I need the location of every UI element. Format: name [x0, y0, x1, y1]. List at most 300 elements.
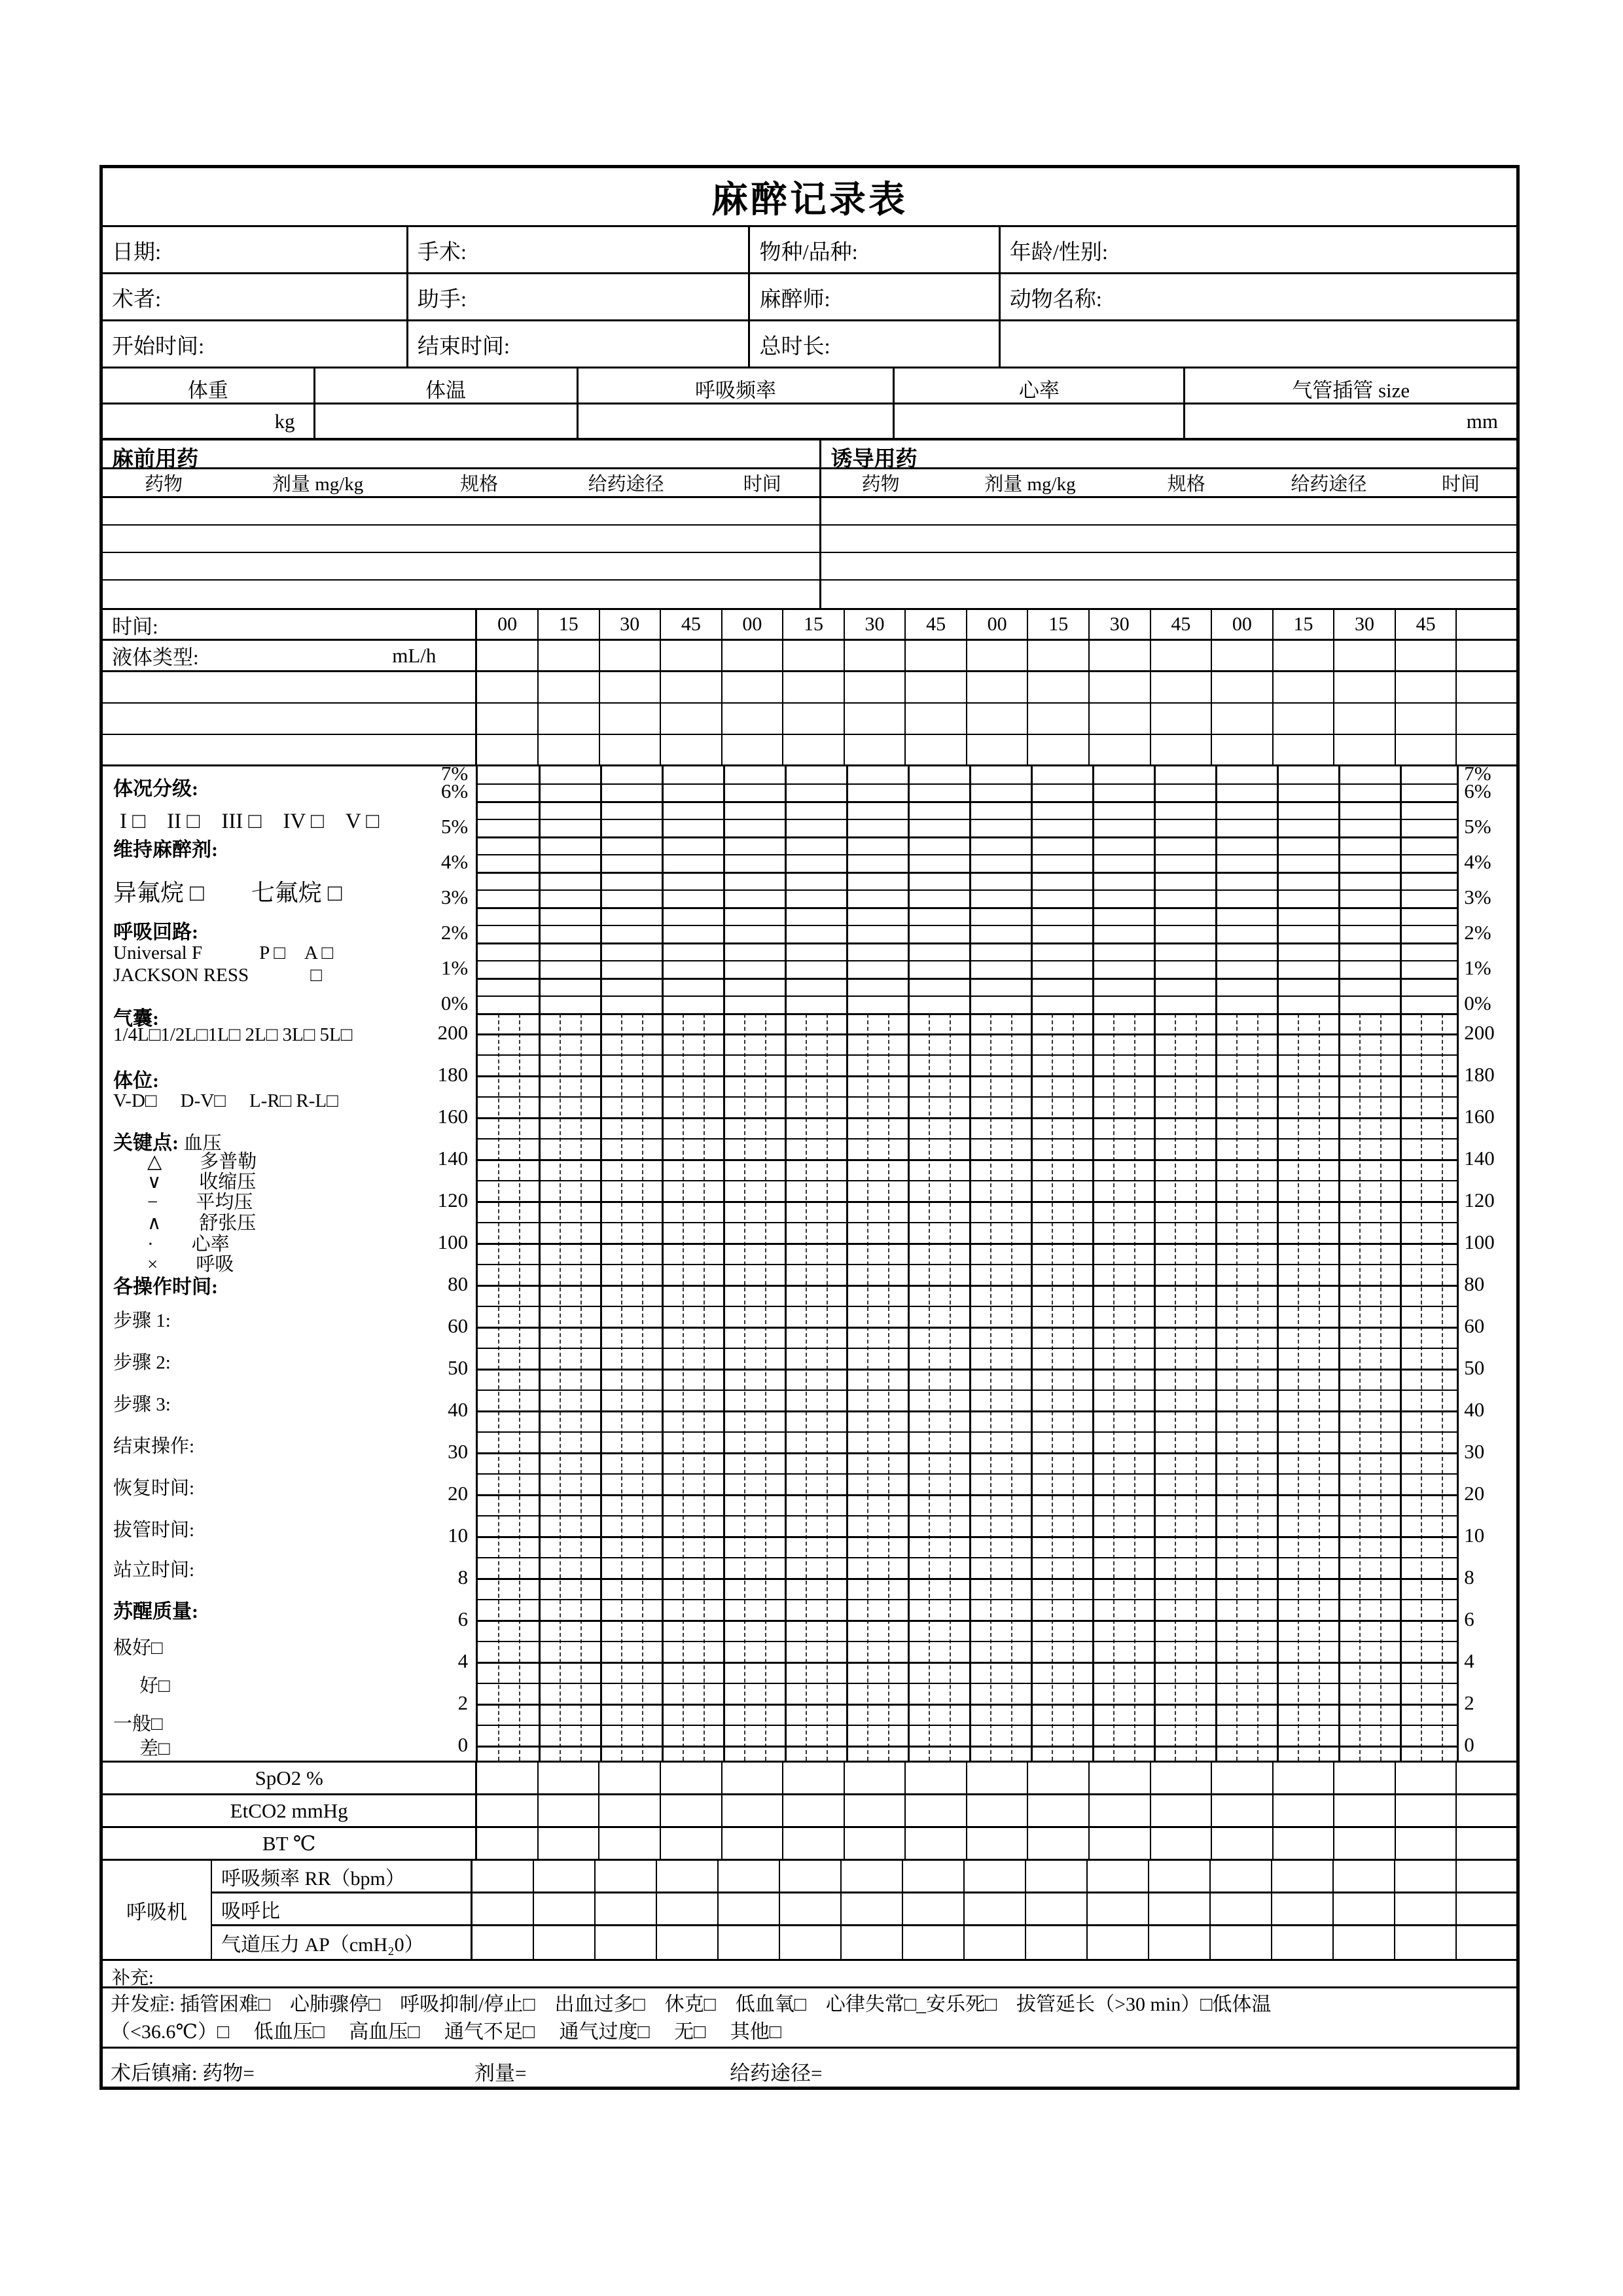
drug-entry-row	[821, 553, 1516, 581]
fluid-grid-cell	[1396, 672, 1457, 702]
fluid-grid-cell	[600, 735, 662, 764]
ventilator-value-cell	[657, 1893, 719, 1924]
monitor-value-cell	[539, 1763, 600, 1793]
grid-hline	[478, 1033, 1457, 1035]
fluid-grid-cell	[1396, 735, 1457, 764]
grid-hline	[478, 1306, 1457, 1307]
monitor-value-cell	[539, 1828, 600, 1859]
poor-checkbox: 差□	[139, 1738, 170, 1759]
grid-vline-dashed	[1319, 1014, 1320, 1761]
monitor-value-cell	[722, 1828, 784, 1859]
fluid-grid-cell	[477, 641, 539, 670]
ventilator-value-cell	[965, 1926, 1026, 1959]
diastolic-legend: ∧ 舒张压	[147, 1213, 257, 1234]
fluid-unit-label: mL/h	[392, 643, 437, 667]
left-number-label: 140	[437, 1147, 469, 1170]
temperature-header: 体温	[315, 368, 579, 403]
drug-column-header: 时间	[743, 474, 781, 495]
good-checkbox: 好□	[139, 1676, 170, 1696]
monitor-value-cell	[599, 1763, 661, 1793]
vitals-value-cell	[315, 404, 579, 438]
left-number-label: 6	[457, 1607, 469, 1630]
left-percent-label: 6%	[440, 780, 469, 802]
grid-hline	[478, 1494, 1457, 1496]
fluid-grid-cell	[1151, 641, 1213, 670]
chart-section	[103, 762, 1516, 1763]
monitor-value-cell	[722, 1763, 784, 1793]
ventilator-value-cell	[473, 1893, 534, 1924]
premedication-title: 麻前用药	[103, 440, 819, 469]
right-percent-label: 5%	[1464, 815, 1491, 838]
fluid-grid-cell	[783, 672, 845, 702]
left-number-label: 8	[457, 1566, 469, 1588]
grid-hline	[478, 1390, 1457, 1391]
time-tick-cell: 00	[477, 610, 539, 639]
ventilator-value-cell	[1149, 1861, 1211, 1892]
drug-column-header: 剂量 mg/kg	[984, 474, 1076, 495]
fluid-grid-cell	[539, 672, 600, 702]
breathing-circuit-label: 呼吸回路:	[113, 922, 198, 943]
left-number-label: 60	[448, 1314, 469, 1337]
fluid-grid-cell	[722, 641, 784, 670]
grid-hline	[478, 1620, 1457, 1622]
grid-hline	[478, 1536, 1457, 1538]
fluid-grid-cell	[661, 641, 722, 670]
left-number-label: 40	[448, 1398, 469, 1421]
right-number-label: 0	[1464, 1733, 1474, 1756]
ett-value-cell	[1185, 404, 1516, 438]
fluid-grid-cell	[783, 704, 845, 734]
monitor-value-cell	[906, 1828, 967, 1859]
drug-column-headers	[103, 469, 819, 498]
time-row-label: 时间:	[103, 610, 477, 639]
monitor-value-cell	[1457, 1795, 1516, 1826]
fluid-grid-cell	[783, 641, 845, 670]
fluid-grid-cell	[600, 672, 662, 702]
monitor-value-cell	[783, 1828, 845, 1859]
left-number-label: 20	[448, 1482, 469, 1505]
grid-hline	[478, 1452, 1457, 1454]
grid-vline-dashed	[621, 1014, 622, 1761]
grid-hline	[478, 1431, 1457, 1433]
complications-line-1: 并发症: 插管困难□ 心肺骤停□ 呼吸抑制/停止□ 出血过多□ 休克□ 低血氧□ 心律失常□_安乐死□ 拔管延长（>30 min）□低体温	[111, 1994, 1272, 2015]
left-number-label: 30	[448, 1440, 469, 1463]
ventilator-value-cell	[1395, 1926, 1457, 1959]
left-number-label: 2	[457, 1691, 469, 1714]
left-percent-label: 5%	[440, 815, 469, 838]
fluid-grid-cell	[477, 735, 539, 764]
drug-column-headers	[821, 469, 1516, 498]
time-tick-cell: 45	[1396, 610, 1457, 639]
right-number-label: 20	[1464, 1482, 1485, 1505]
surgeon-field: 术者:	[103, 274, 408, 319]
time-tick-cell: 15	[1028, 610, 1090, 639]
grid-hline	[478, 1243, 1457, 1245]
grid-hline	[478, 1369, 1457, 1371]
ventilator-value-cell	[719, 1926, 780, 1959]
complications-line-2: （<36.6℃）□ 低血压□ 高血压□ 通气不足□ 通气过度□ 无□ 其他□	[111, 2021, 781, 2043]
grid-hline	[478, 942, 1457, 944]
fluid-grid-cell	[845, 704, 906, 734]
grid-hline	[478, 978, 1457, 980]
ventilator-value-cell	[1026, 1893, 1088, 1924]
ventilator-value-cell	[842, 1926, 903, 1959]
grid-hline	[478, 1683, 1457, 1684]
fluid-grid-cell	[661, 672, 722, 702]
respiratory-rate-header: 呼吸频率	[579, 368, 895, 403]
fluid-grid-cell	[967, 735, 1029, 764]
keypoints-label-text: 关键点:	[113, 1132, 184, 1154]
fluid-grid-cell	[1090, 641, 1151, 670]
drug-column-header: 剂量 mg/kg	[272, 474, 364, 495]
fluid-grid-cell	[967, 672, 1029, 702]
monitor-rows	[103, 1763, 1516, 1861]
grid-vline-dashed	[1236, 1014, 1238, 1761]
ventilator-value-cell	[596, 1861, 657, 1892]
grid-hline	[478, 801, 1457, 803]
info-row-1	[103, 227, 1516, 274]
left-number-label: 200	[437, 1021, 469, 1044]
drug-entry-row	[103, 526, 819, 553]
ventilator-value-cell	[1211, 1893, 1272, 1924]
right-number-label: 8	[1464, 1566, 1474, 1588]
right-percent-label: 2%	[1464, 921, 1491, 944]
end-operation-label: 结束操作:	[113, 1436, 195, 1457]
right-percent-label: 0%	[1464, 992, 1491, 1014]
time-tick-cell	[1457, 610, 1516, 639]
monitor-value-cell	[967, 1763, 1029, 1793]
postop-analgesia-row	[103, 2049, 1516, 2087]
drug-column-header: 药物	[145, 474, 183, 495]
body-temp-row	[103, 1828, 1516, 1861]
grid-hline	[478, 960, 1457, 961]
monitor-value-cell	[1151, 1828, 1213, 1859]
left-number-label: 180	[437, 1063, 469, 1086]
ventilator-value-cell	[657, 1861, 719, 1892]
ventilator-value-cell	[1457, 1893, 1516, 1924]
fluid-grid-cell	[661, 704, 722, 734]
total-duration-field: 总时长:	[750, 321, 1000, 367]
monitor-value-cell	[1028, 1795, 1090, 1826]
ventilator-value-cell	[657, 1926, 719, 1959]
ventilator-value-cell	[780, 1926, 842, 1959]
spo2-row	[103, 1763, 1516, 1795]
right-number-label: 140	[1464, 1147, 1495, 1170]
left-percent-label: 7%	[440, 762, 469, 785]
ventilator-block	[103, 1861, 1516, 1961]
fluid-grid-cell	[1090, 672, 1151, 702]
fluid-grid-cell	[722, 735, 784, 764]
ventilator-value-cell	[473, 1861, 534, 1892]
monitor-value-cell	[477, 1763, 539, 1793]
monitor-value-cell	[1334, 1795, 1396, 1826]
grid-vline-dashed	[1052, 1014, 1053, 1761]
monitor-value-cell	[1151, 1763, 1213, 1793]
fluid-grid-cell	[1212, 641, 1274, 670]
spo2-row-label: SpO2 %	[103, 1763, 477, 1793]
right-number-label: 50	[1464, 1356, 1485, 1379]
monitor-value-cell	[906, 1763, 967, 1793]
postop-dose-field: 剂量=	[474, 2062, 527, 2085]
fluid-grid-cell	[600, 641, 662, 670]
grid-vline-dashed	[683, 1014, 684, 1761]
ventilator-value-cell	[1457, 1926, 1516, 1959]
recovery-time-label: 恢复时间:	[113, 1478, 195, 1499]
grid-hline	[478, 1201, 1457, 1203]
left-number-label: 4	[457, 1649, 469, 1672]
ie-ratio-row	[212, 1893, 1516, 1926]
grid-hline	[478, 1180, 1457, 1181]
fluid-grid-cell	[1151, 735, 1213, 764]
right-number-label: 2	[1464, 1691, 1474, 1714]
fluid-label-text: 液体类型:	[112, 646, 199, 669]
grid-hline	[478, 836, 1457, 838]
ventilator-value-cell	[965, 1861, 1026, 1892]
time-tick-cell: 30	[1090, 610, 1151, 639]
monitor-value-cell	[539, 1795, 600, 1826]
ventilator-value-cell	[534, 1861, 596, 1892]
ventilator-value-cell	[965, 1893, 1026, 1924]
fluid-grid-cell	[1028, 641, 1090, 670]
fluid-grid-cell	[1457, 672, 1516, 702]
monitor-value-cell	[1212, 1795, 1274, 1826]
grid-vline-dashed	[1175, 1014, 1176, 1761]
right-percent-label: 3%	[1464, 886, 1491, 908]
fluid-extra-row	[103, 672, 1516, 704]
operation-times-label: 各操作时间:	[113, 1276, 218, 1298]
ett-size-header: 气管插管 size	[1292, 379, 1410, 402]
induction-title: 诱导用药	[821, 440, 1516, 469]
etco2-row	[103, 1795, 1516, 1828]
time-tick-cell: 45	[906, 610, 967, 639]
left-percent-label: 1%	[440, 956, 469, 979]
grid-vline-dashed	[1113, 1014, 1115, 1761]
grid-hline	[478, 1222, 1457, 1223]
monitor-value-cell	[1090, 1763, 1151, 1793]
grid-vline-dashed	[990, 1014, 991, 1761]
ventilator-value-cell	[903, 1893, 965, 1924]
grid-hline	[478, 925, 1457, 926]
ventilator-rows	[212, 1861, 1516, 1959]
monitor-value-cell	[1151, 1795, 1213, 1826]
time-tick-cell: 00	[722, 610, 784, 639]
doppler-legend: △ 多普勒	[147, 1151, 257, 1172]
fluid-grid-cell	[1212, 704, 1274, 734]
form-title: 麻醉记录表	[711, 179, 908, 221]
anesthetist-field: 麻醉师:	[750, 274, 1000, 319]
ventilator-value-cell	[1026, 1926, 1088, 1959]
right-number-label: 180	[1464, 1063, 1495, 1086]
grid-vline-dashed	[744, 1014, 745, 1761]
empty-field	[1001, 321, 1516, 367]
grid-hline	[478, 872, 1457, 874]
grid-hline	[478, 889, 1457, 891]
fluid-grid-cell	[1090, 704, 1151, 734]
fluid-type-row	[103, 641, 1516, 672]
ventilator-value-cell	[1088, 1861, 1149, 1892]
time-tick-cell: 15	[539, 610, 600, 639]
chart-right-scale	[1459, 762, 1516, 1761]
grid-hline	[478, 1599, 1457, 1600]
monitor-value-cell	[845, 1828, 906, 1859]
step1-label: 步骤 1:	[113, 1310, 171, 1331]
fluid-grid-cell	[1334, 735, 1396, 764]
fluid-grid-cell	[1151, 672, 1213, 702]
grid-hline	[478, 907, 1457, 909]
vitals-units-row	[103, 404, 1516, 440]
assistant-field: 助手:	[408, 274, 751, 319]
body-temp-row-label: BT ℃	[103, 1828, 477, 1859]
drug-column-header: 规格	[460, 474, 499, 495]
supplement-row	[103, 1961, 1516, 1988]
right-number-label: 200	[1464, 1021, 1495, 1044]
grid-hline	[478, 1327, 1457, 1329]
step2-label: 步骤 2:	[113, 1352, 171, 1373]
monitor-value-cell	[722, 1795, 784, 1826]
monitor-value-cell	[1396, 1828, 1457, 1859]
ventilator-value-cell	[1272, 1861, 1334, 1892]
form-title-row	[103, 168, 1516, 227]
induction-table	[821, 440, 1516, 608]
grid-hline	[478, 1515, 1457, 1516]
date-field: 日期:	[103, 227, 408, 272]
ventilator-value-cell	[903, 1861, 965, 1892]
ventilator-value-cell	[1395, 1861, 1457, 1892]
right-number-label: 4	[1464, 1649, 1474, 1672]
ventilator-value-cell	[1334, 1861, 1395, 1892]
position-checkboxes: V-D□ D-V□ L-R□ R-L□	[113, 1090, 338, 1111]
monitor-value-cell	[1212, 1763, 1274, 1793]
monitor-value-cell	[1396, 1795, 1457, 1826]
fluid-grid-cell	[477, 704, 539, 734]
time-tick-cell: 30	[845, 610, 906, 639]
ventilator-value-cell	[1272, 1926, 1334, 1959]
grid-hline	[478, 996, 1457, 997]
monitor-value-cell	[661, 1763, 722, 1793]
drug-column-header: 给药途径	[1291, 474, 1367, 495]
fluid-grid-cell	[906, 735, 967, 764]
ventilator-value-cell	[1088, 1926, 1149, 1959]
fluid-grid-cell	[845, 641, 906, 670]
fluid-grid-cell	[661, 735, 722, 764]
body-condition-label: 体况分级:	[113, 778, 198, 800]
left-number-label: 100	[437, 1230, 469, 1253]
monitor-value-cell	[967, 1795, 1029, 1826]
end-time-field: 结束时间:	[408, 321, 751, 367]
postop-drug-field: 术后镇痛: 药物=	[111, 2062, 255, 2085]
standing-time-label: 站立时间:	[113, 1560, 195, 1581]
monitor-value-cell	[599, 1828, 661, 1859]
fluid-grid-cell	[1334, 672, 1396, 702]
fluid-grid-cell	[1334, 704, 1396, 734]
airway-pressure-row-label: 气道压力 AP（cmH₂0）	[212, 1926, 473, 1959]
drug-column-header: 规格	[1167, 474, 1205, 495]
grid-hline	[478, 1410, 1457, 1412]
grid-vline-dashed	[1196, 1014, 1197, 1761]
fluid-grid-cell	[1334, 641, 1396, 670]
grid-vline-dashed	[1134, 1014, 1135, 1761]
age-sex-field: 年龄/性别:	[1009, 241, 1109, 264]
time-tick-cell: 15	[783, 610, 845, 639]
grid-vline-dashed	[1359, 1014, 1361, 1761]
ventilator-value-cell	[596, 1926, 657, 1959]
systolic-legend: ∨ 收缩压	[147, 1172, 257, 1193]
ventilator-value-cell	[780, 1861, 842, 1892]
fluid-grid-cell	[477, 672, 539, 702]
time-tick-cell: 30	[1334, 610, 1396, 639]
left-number-label: 0	[457, 1733, 469, 1756]
fluid-grid-cell	[845, 672, 906, 702]
grid-vline-dashed	[827, 1014, 828, 1761]
fluid-grid-cell	[1212, 735, 1274, 764]
grid-vline-dashed	[1011, 1014, 1012, 1761]
grid-hline	[478, 819, 1457, 820]
medication-section	[103, 440, 1516, 610]
time-header-row	[103, 610, 1516, 641]
right-number-label: 120	[1464, 1189, 1495, 1211]
grid-vline-dashed	[1380, 1014, 1382, 1761]
fluid-grid-cell	[906, 641, 967, 670]
fluid-grid-cell	[1212, 672, 1274, 702]
fluid-grid-cell	[967, 641, 1029, 670]
fluid-grid-cell	[539, 641, 600, 670]
fluid-grid-cell	[600, 704, 662, 734]
ventilator-value-cell	[1457, 1861, 1516, 1892]
monitor-value-cell	[477, 1795, 539, 1826]
grid-hline	[478, 1285, 1457, 1287]
ventilator-value-cell	[842, 1861, 903, 1892]
fluid-grid-cell	[1396, 641, 1457, 670]
monitor-value-cell	[1457, 1763, 1516, 1793]
monitor-value-cell	[1396, 1763, 1457, 1793]
grid-hline	[478, 1641, 1457, 1642]
right-percent-label: 6%	[1464, 780, 1491, 802]
grid-hline	[478, 1264, 1457, 1265]
time-tick-cell: 30	[600, 610, 662, 639]
ventilator-value-cell	[780, 1893, 842, 1924]
fluid-type-label	[103, 641, 477, 670]
grid-vline-dashed	[1421, 1014, 1422, 1761]
grid-vline-dashed	[806, 1014, 807, 1761]
grid-hline	[478, 1054, 1457, 1056]
right-number-label: 10	[1464, 1524, 1485, 1547]
fluid-grid-cell	[906, 704, 967, 734]
fluid-grid-cell	[1274, 704, 1335, 734]
drug-column-header: 给药途径	[588, 474, 664, 495]
keypoints-value-text: 血压	[183, 1133, 222, 1154]
species-breed-field: 物种/品种:	[750, 227, 1000, 272]
fluid-grid-cell	[1457, 641, 1516, 670]
monitor-value-cell	[1457, 1828, 1516, 1859]
mean-pressure-legend: − 平均压	[147, 1192, 253, 1213]
monitor-value-cell	[661, 1828, 722, 1859]
left-number-label: 120	[437, 1189, 469, 1211]
grid-hline	[478, 1096, 1457, 1098]
grid-hline	[478, 1725, 1457, 1726]
monitor-value-cell	[1028, 1828, 1090, 1859]
heart-rate-header: 心率	[895, 368, 1185, 403]
grid-vline-dashed	[1442, 1014, 1443, 1761]
left-number-label: 160	[437, 1105, 469, 1128]
grid-vline-dashed	[867, 1014, 868, 1761]
fluid-grid-cell	[1028, 672, 1090, 702]
ventilator-value-cell	[842, 1893, 903, 1924]
monitor-value-cell	[661, 1795, 722, 1826]
grid-vline-dashed	[1298, 1014, 1299, 1761]
right-number-label: 160	[1464, 1105, 1495, 1128]
fluid-grid-cell	[906, 672, 967, 702]
monitor-value-cell	[845, 1763, 906, 1793]
